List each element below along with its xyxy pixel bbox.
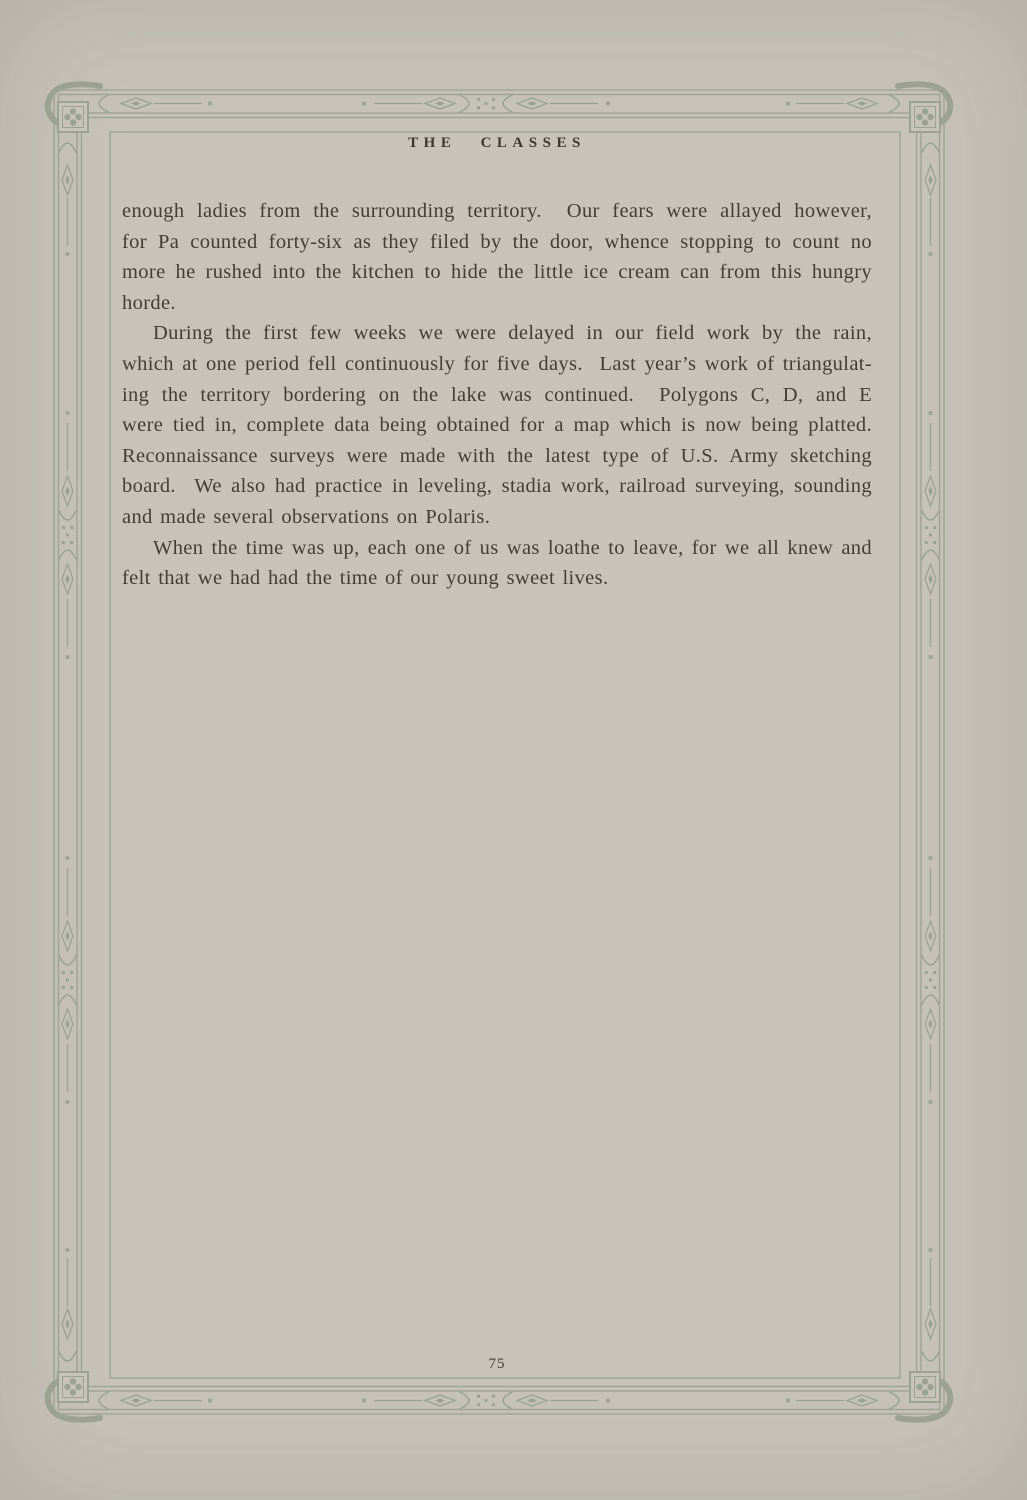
frame-top-ornament <box>362 95 610 113</box>
text-line: were tied in, complete data being obtained for a map which is now being platted. <box>122 414 872 437</box>
text-line: During the first few weeks we were delayed in our field work by the rain, <box>153 322 872 345</box>
running-header: THE CLASSES <box>408 135 586 151</box>
frame-right-ornament <box>922 411 940 659</box>
text-line: for Pa counted forty-six as they filed by the door, whence stopping to count no <box>122 230 872 253</box>
paragraph <box>122 196 872 318</box>
body-text <box>122 196 872 594</box>
text-line: Reconnaissance surveys were made with the latest type of U.S. Army sketching <box>122 444 872 467</box>
frame-left-ornament <box>59 856 77 1104</box>
text-line: horde. <box>122 291 176 314</box>
text-line: enough ladies from the surrounding territory. Our fears were allayed however, <box>122 200 872 222</box>
text-line: which at one period fell continuously for five days. Last year’s work of triangulat- <box>122 352 872 375</box>
paragraph <box>122 533 872 594</box>
text-line: felt that we had had the time of our young sweet lives. <box>122 567 609 590</box>
frame-left-ornament <box>59 411 77 659</box>
text-line: board. We also had practice in leveling, stadia work, railroad surveying, sounding <box>122 475 872 498</box>
frame-corner-ornament <box>48 1248 212 1419</box>
text-line: and made several observations on Polaris. <box>122 505 491 528</box>
text-line: more he rushed into the kitchen to hide the little ice cream can from this hungry <box>122 261 872 284</box>
text-line: When the time was up, each one of us was loathe to leave, for we all knew and <box>153 536 872 559</box>
frame-bottom-ornament <box>362 1392 610 1410</box>
text-line: ing the territory bordering on the lake was continued. Polygons C, D, and E <box>122 383 872 406</box>
frame-corner-ornament <box>786 1248 950 1419</box>
paragraph <box>122 318 872 532</box>
page-number: 75 <box>488 1356 506 1372</box>
frame-right-ornament <box>922 856 940 1104</box>
